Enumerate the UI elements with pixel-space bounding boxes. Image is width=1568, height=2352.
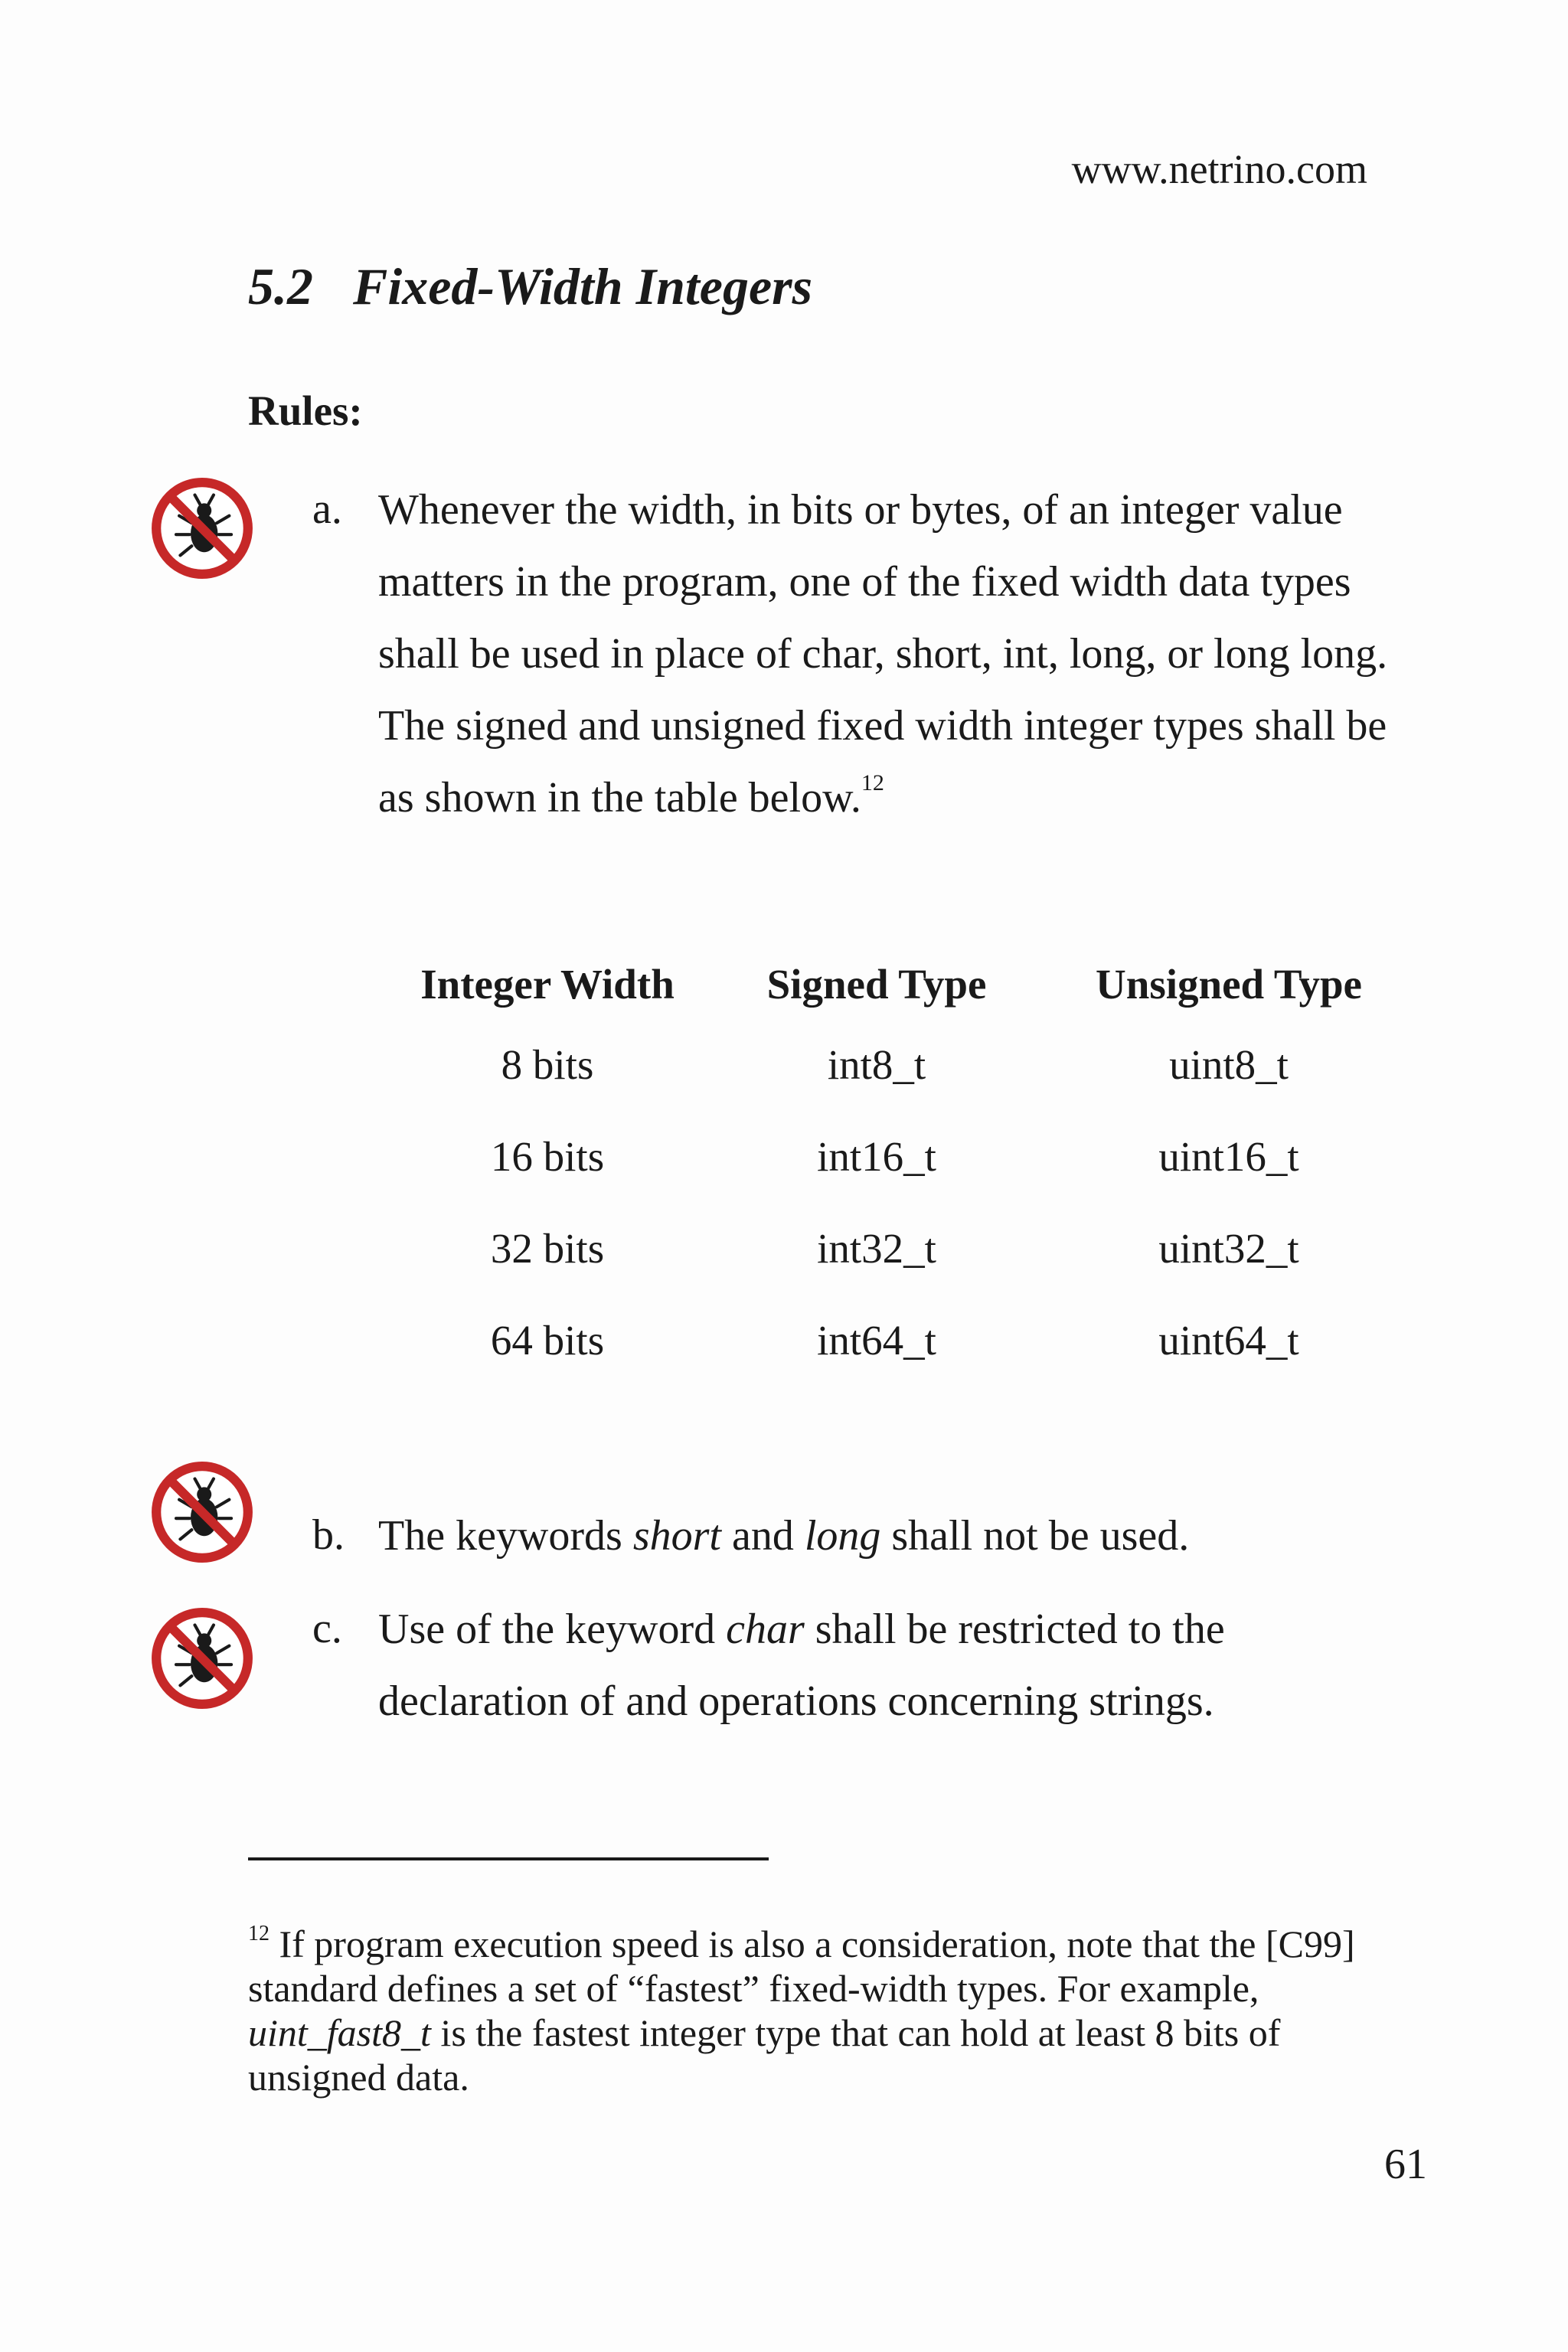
table-cell: 64 bits (490, 1316, 605, 1364)
rule-b-marker: b. (312, 1511, 345, 1559)
table-header-cell: Unsigned Type (1096, 960, 1362, 1008)
bug-prohibited-icon (150, 1606, 254, 1710)
rule-b-text-part: and (720, 1512, 805, 1560)
table-cell: uint64_t (1158, 1316, 1299, 1364)
table-cell: 8 bits (501, 1040, 594, 1088)
table-cell: 16 bits (490, 1132, 605, 1180)
footnote-separator (248, 1857, 769, 1860)
table-cell: 32 bits (490, 1224, 605, 1272)
table-cell: int16_t (817, 1132, 936, 1180)
table-cell: uint32_t (1158, 1224, 1299, 1272)
section-number: 5.2 (248, 257, 313, 315)
keyword-short: short (632, 1512, 721, 1560)
rules-label: Rules: (248, 387, 363, 434)
table-cell: int32_t (817, 1224, 936, 1272)
keyword-long: long (804, 1512, 881, 1560)
section-heading (248, 256, 812, 317)
rule-b-text-part: shall not be used. (880, 1512, 1190, 1560)
table-cell: uint8_t (1169, 1040, 1289, 1088)
rule-b-text-part: The keywords (378, 1512, 633, 1560)
rule-b-text (378, 1500, 1404, 1572)
table-cell: uint16_t (1158, 1132, 1299, 1180)
keyword-char: char (726, 1606, 805, 1653)
rule-c-text-part: Use of the keyword (378, 1606, 727, 1653)
fixed-width-types-table (390, 949, 1409, 1386)
header-url: www.netrino.com (1071, 146, 1367, 192)
section-title: Fixed-Width Integers (353, 257, 813, 315)
table-header-cell: Signed Type (766, 960, 987, 1008)
table-row (390, 1018, 1409, 1110)
footnote-number: 12 (248, 1922, 270, 1945)
footnote-type-name: uint_fast8_t (248, 2011, 431, 2054)
footnote (248, 1922, 1404, 2099)
page-number: 61 (1384, 2141, 1427, 2188)
rule-a-marker: a. (312, 485, 342, 533)
bug-prohibited-icon (150, 476, 254, 580)
table-header-cell: Integer Width (420, 960, 675, 1008)
table-row (390, 1294, 1409, 1386)
table-header-row (390, 949, 1409, 1018)
rule-a-body: Whenever the width, in bits or bytes, of an integer value matters in the program, one of the fixed width data types shall be used in place of char, short, int, long, or long long. The signed and unsigned fixed width integer types shall be as shown in the table below. (378, 486, 1388, 822)
table-row (390, 1202, 1409, 1294)
rule-c-text (378, 1593, 1404, 1737)
table-cell: int8_t (827, 1040, 926, 1088)
bug-prohibited-icon (150, 1460, 254, 1564)
table-row (390, 1110, 1409, 1202)
footnote-text-part: is the fastest integer type that can hold at least 8 bits of unsigned data. (248, 2011, 1281, 2099)
footnote-ref[interactable]: 12 (861, 770, 884, 795)
rule-a-text (378, 474, 1404, 834)
footnote-text-part: If program execution speed is also a consideration, note that the [C99] standard defines a set of “fastest” fixed-width types. For example, (248, 1922, 1355, 2010)
rule-c-text-part: shall be restricted to the declaration of and operations concerning strings. (378, 1606, 1225, 1725)
rule-c-marker: c. (312, 1605, 342, 1652)
table-cell: int64_t (817, 1316, 936, 1364)
